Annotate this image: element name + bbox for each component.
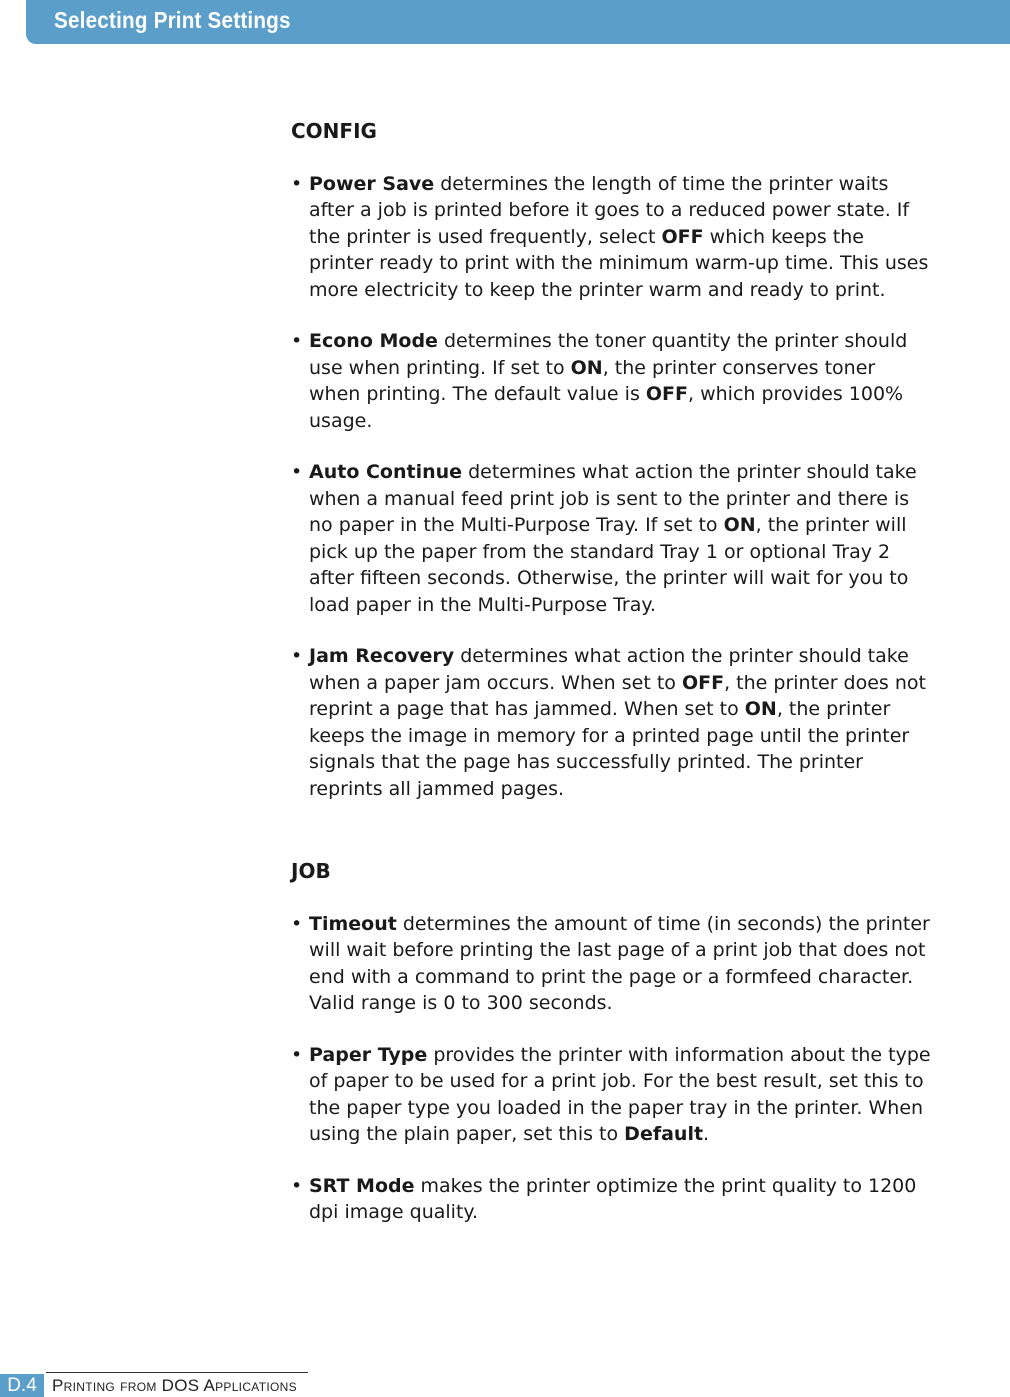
item-keyword: OFF xyxy=(661,225,704,248)
bullet: • xyxy=(291,330,303,352)
header-bar xyxy=(26,0,1010,44)
section-heading-job: JOB xyxy=(291,859,331,883)
list-item-econo-mode xyxy=(291,328,931,434)
item-term: Jam Recovery xyxy=(309,645,455,667)
page-footer xyxy=(0,1372,310,1397)
bullet: • xyxy=(291,172,303,195)
item-text: determines the amount of time (in seconds) the printer will wait before printing the last page of a print job that does not end with a command to print the page or a formfeed character. Valid range is 0 to 300 seconds. xyxy=(309,912,930,1014)
bullet: • xyxy=(291,912,303,935)
item-term: Timeout xyxy=(309,912,397,935)
item-text: determines what action the printer should take when a manual feed print job is sent to the printer and there is no paper in the Multi-Purpose Tray. If set to xyxy=(309,461,917,536)
item-text: , the printer will pick up the paper from the standard Tray 1 or optional Tray 2 after fifteen seconds. Otherwise, the printer will wait for you to load paper in the Multi-Purpose Tray. xyxy=(309,514,909,616)
item-keyword: OFF xyxy=(645,383,689,405)
item-keyword: ON xyxy=(723,514,756,536)
list-item-srt-mode xyxy=(291,1173,931,1226)
list-item-paper-type xyxy=(291,1042,931,1148)
item-keyword: Default xyxy=(624,1123,704,1145)
item-term: Econo Mode xyxy=(309,330,438,352)
item-keyword: ON xyxy=(570,356,603,379)
bullet: • xyxy=(291,645,303,667)
item-term: SRT Mode xyxy=(309,1174,415,1197)
item-term: Paper Type xyxy=(309,1043,428,1066)
item-keyword: ON xyxy=(744,698,777,720)
footer-divider xyxy=(46,1372,308,1373)
item-text: , which provides 100% usage. xyxy=(309,383,904,432)
item-text: , the printer does not reprint a page that has jammed. When set to xyxy=(309,671,926,720)
bullet: • xyxy=(291,1043,303,1066)
list-item-power-save xyxy=(291,171,931,304)
footer-title: Printing from DOS Applications xyxy=(52,1376,297,1395)
section-heading-config: CONFIG xyxy=(291,119,377,143)
item-text: , the printer keeps the image in memory for a printed page until the printer signals that the page has successfully printed. The printer reprints all jammed pages. xyxy=(309,698,910,800)
main-content xyxy=(291,118,931,1251)
list-item-timeout xyxy=(291,911,931,1017)
page-number: D.4 xyxy=(0,1374,44,1397)
bullet: • xyxy=(291,1174,303,1197)
list-item-jam-recovery xyxy=(291,643,931,802)
page-header-title: Selecting Print Settings xyxy=(54,7,291,33)
item-text: determines the toner quantity the printer should use when printing. If set to xyxy=(309,330,908,379)
item-text: determines the length of time the printer waits after a job is printed before it goes to a reduced power state. If the printer is used frequently, select xyxy=(309,172,910,248)
item-text: determines what action the printer should take when a paper jam occurs. When set to xyxy=(309,645,909,694)
item-text: , the printer conserves toner when printing. The default value is xyxy=(309,356,876,405)
item-text: provides the printer with information about the type of paper to be used for a print job. For the best result, set this to the paper type you loaded in the paper tray in the printer. When using the plain paper, set this to xyxy=(309,1043,931,1145)
item-term: Power Save xyxy=(309,172,435,195)
item-text: which keeps the printer ready to print with the minimum warm-up time. This uses more electricity to keep the printer warm and ready to print. xyxy=(309,225,929,301)
item-keyword: OFF xyxy=(681,671,725,694)
item-text: . xyxy=(703,1123,710,1145)
list-item-auto-continue xyxy=(291,459,931,618)
item-text: makes the printer optimize the print quality to 1200 dpi image quality. xyxy=(309,1174,917,1223)
item-term: Auto Continue xyxy=(309,461,463,483)
bullet: • xyxy=(291,461,303,483)
